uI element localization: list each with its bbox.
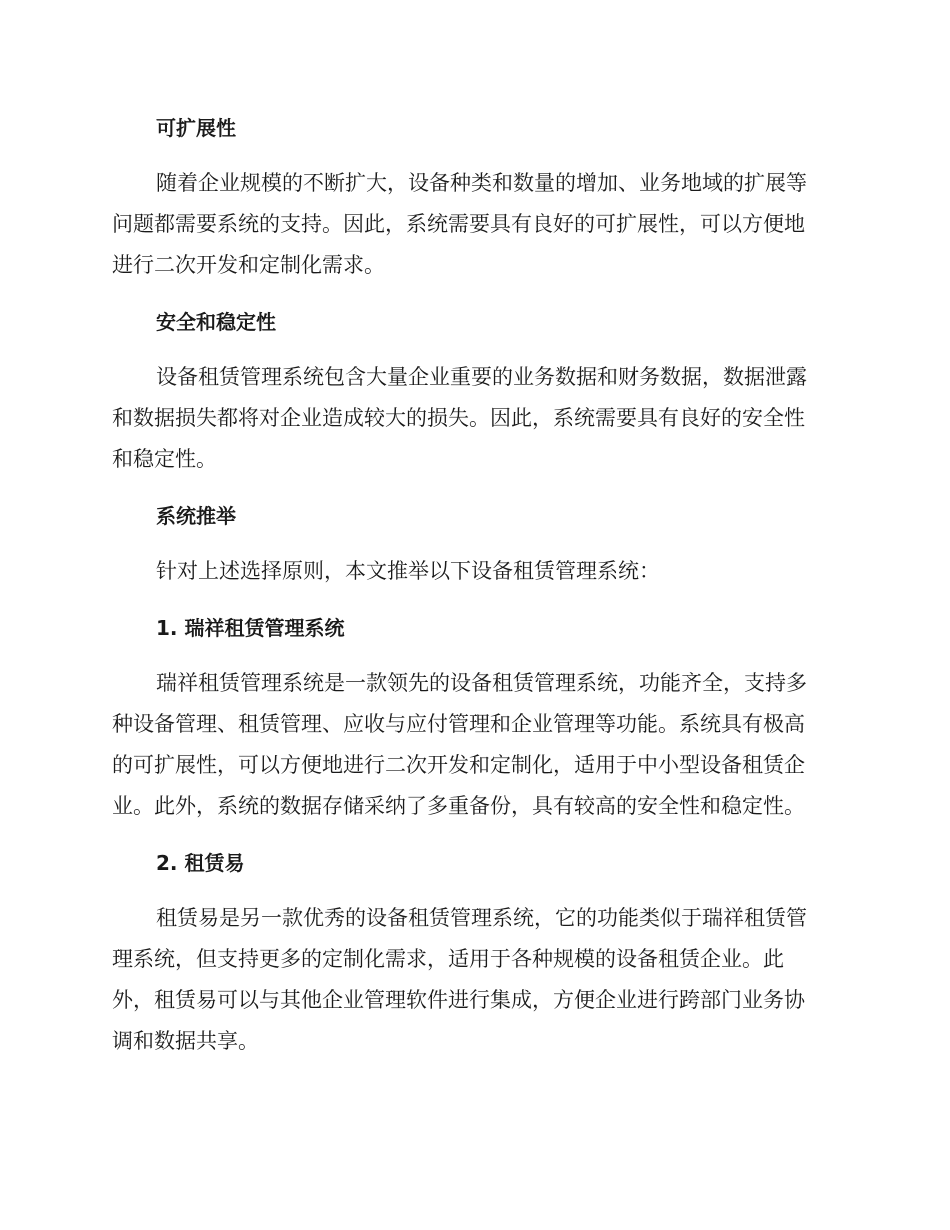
- section-heading-ruixiang: 1. 瑞祥租赁管理系统: [156, 616, 345, 640]
- section-heading-zulinyi: 2. 租赁易: [156, 851, 245, 875]
- paragraph-line: 的可扩展性，可以方便地进行二次开发和定制化，适用于中小型设备租赁企: [112, 753, 805, 777]
- paragraph-line: 问题都需要系统的支持。因此，系统需要具有良好的可扩展性，可以方便地: [112, 212, 805, 236]
- paragraph-line: 瑞祥租赁管理系统是一款领先的设备租赁管理系统，功能齐全，支持多: [156, 671, 807, 695]
- paragraph-line: 进行二次开发和定制化需求。: [112, 253, 385, 277]
- paragraph-line: 租赁易是另一款优秀的设备租赁管理系统，它的功能类似于瑞祥租赁管: [156, 906, 807, 930]
- section-heading-recommendation: 系统推举: [156, 504, 236, 528]
- document-page: [112, 108, 834, 1062]
- paragraph-line: 随着企业规模的不断扩大，设备种类和数量的增加、业务地域的扩展等: [156, 171, 807, 195]
- paragraph-line: 和稳定性。: [112, 447, 217, 471]
- paragraph-line: 外，租赁易可以与其他企业管理软件进行集成，方便企业进行跨部门业务协: [112, 988, 805, 1012]
- paragraph-line: 针对上述选择原则，本文推举以下设备租赁管理系统：: [156, 559, 660, 583]
- paragraph-line: 设备租赁管理系统包含大量企业重要的业务数据和财务数据，数据泄露: [156, 365, 807, 389]
- paragraph-line: 业。此外，系统的数据存储采纳了多重备份，具有较高的安全性和稳定性。: [112, 794, 805, 818]
- section-paragraph-recommendation: [112, 551, 834, 592]
- paragraph-line: 调和数据共享。: [112, 1029, 259, 1053]
- section-paragraph-zulinyi: [112, 898, 834, 1062]
- paragraph-line: 理系统，但支持更多的定制化需求，适用于各种规模的设备租赁企业。此: [112, 947, 784, 971]
- section-heading-scalability: 可扩展性: [156, 116, 236, 140]
- section-paragraph-ruixiang: [112, 663, 834, 827]
- section-paragraph-scalability: [112, 163, 834, 286]
- section-paragraph-security: [112, 357, 834, 480]
- paragraph-line: 和数据损失都将对企业造成较大的损失。因此，系统需要具有良好的安全性: [112, 406, 805, 430]
- paragraph-line: 种设备管理、租赁管理、应收与应付管理和企业管理等功能。系统具有极高: [112, 712, 805, 736]
- section-heading-security: 安全和稳定性: [156, 310, 276, 334]
